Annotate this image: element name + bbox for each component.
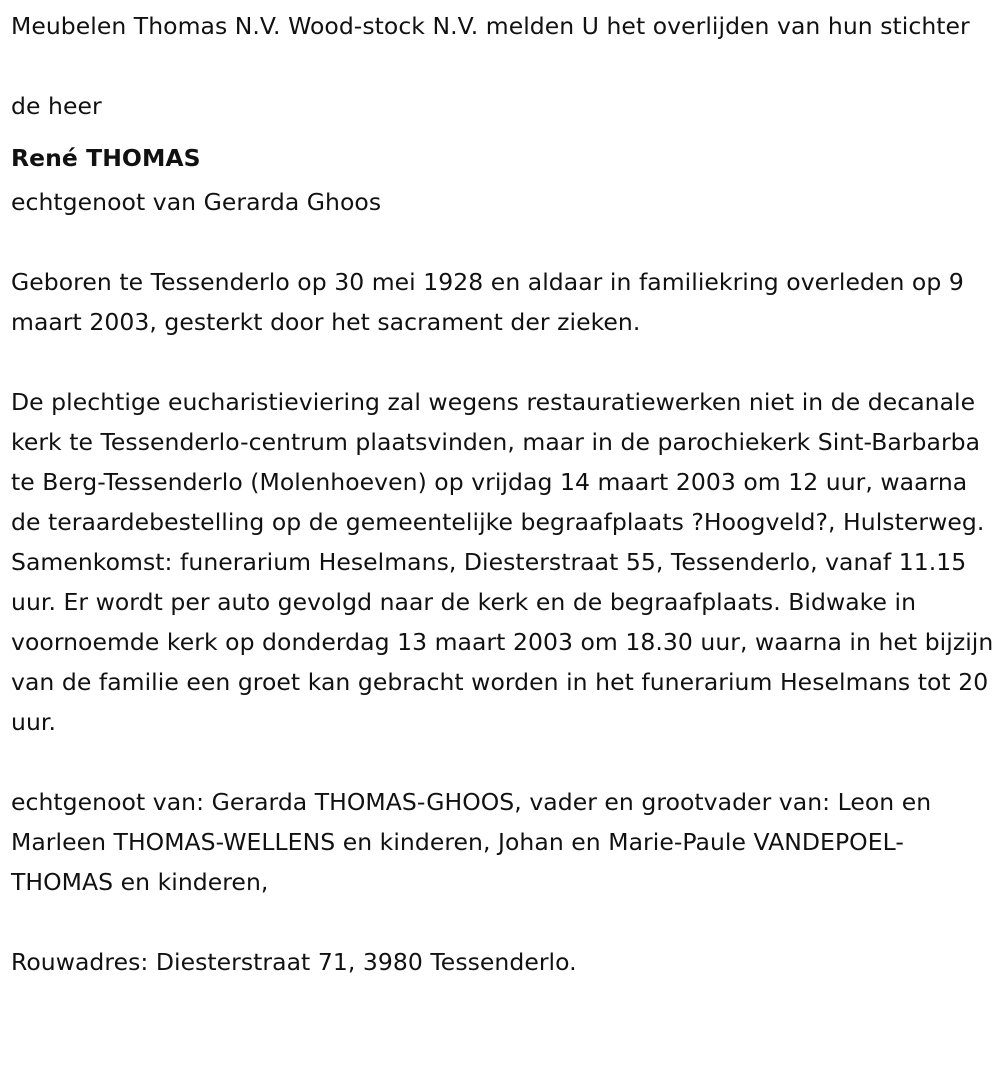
deceased-name: René THOMAS xyxy=(11,144,201,172)
spacer xyxy=(11,342,996,382)
spacer xyxy=(11,742,996,782)
spacer xyxy=(11,222,996,262)
spacer xyxy=(11,46,996,86)
address-line: Rouwadres: Diesterstraat 71, 3980 Tessenderlo. xyxy=(11,948,577,976)
intro-paragraph: Meubelen Thomas N.V. Wood-stock N.V. melden U het overlijden van hun stichter xyxy=(11,12,970,40)
spacer xyxy=(11,902,996,942)
family-paragraph: echtgenoot van: Gerarda THOMAS-GHOOS, vader en grootvader van: Leon en Marleen THOMAS-WELLENS en kinderen, Johan en Marie-Paule VANDEPOEL-THOMAS en kinderen, xyxy=(11,788,932,896)
birth-death-paragraph: Geboren te Tessenderlo op 30 mei 1928 en aldaar in familiekring overleden op 9 maart 2003, gesterkt door het sacrament der zieken. xyxy=(11,268,964,336)
obituary-text xyxy=(11,6,996,982)
spacer xyxy=(11,126,996,134)
spouse-line: echtgenoot van Gerarda Ghoos xyxy=(11,188,382,216)
salutation: de heer xyxy=(11,92,102,120)
ceremony-paragraph: De plechtige eucharistieviering zal wegens restauratiewerken niet in de decanale kerk te Tessenderlo-centrum plaatsvinden, maar in de parochiekerk Sint-Barbarba te Berg-Tessenderlo (Molenhoeven) op vrijdag 14 maart 2003 om 12 uur, waarna de teraardebestelling op de gemeentelijke begraafplaats ?Hoogveld?, Hulsterweg. Samenkomst: funerarium Heselmans, Diesterstraat 55, Tessenderlo, vanaf 11.15 uur. Er wordt per auto gevolgd naar de kerk en de begraafplaats. Bidwake in voornoemde kerk op donderdag 13 maart 2003 om 18.30 uur, waarna in het bijzijn van de familie een groet kan gebracht worden in het funerarium Heselmans tot 20 uur. xyxy=(11,388,994,736)
